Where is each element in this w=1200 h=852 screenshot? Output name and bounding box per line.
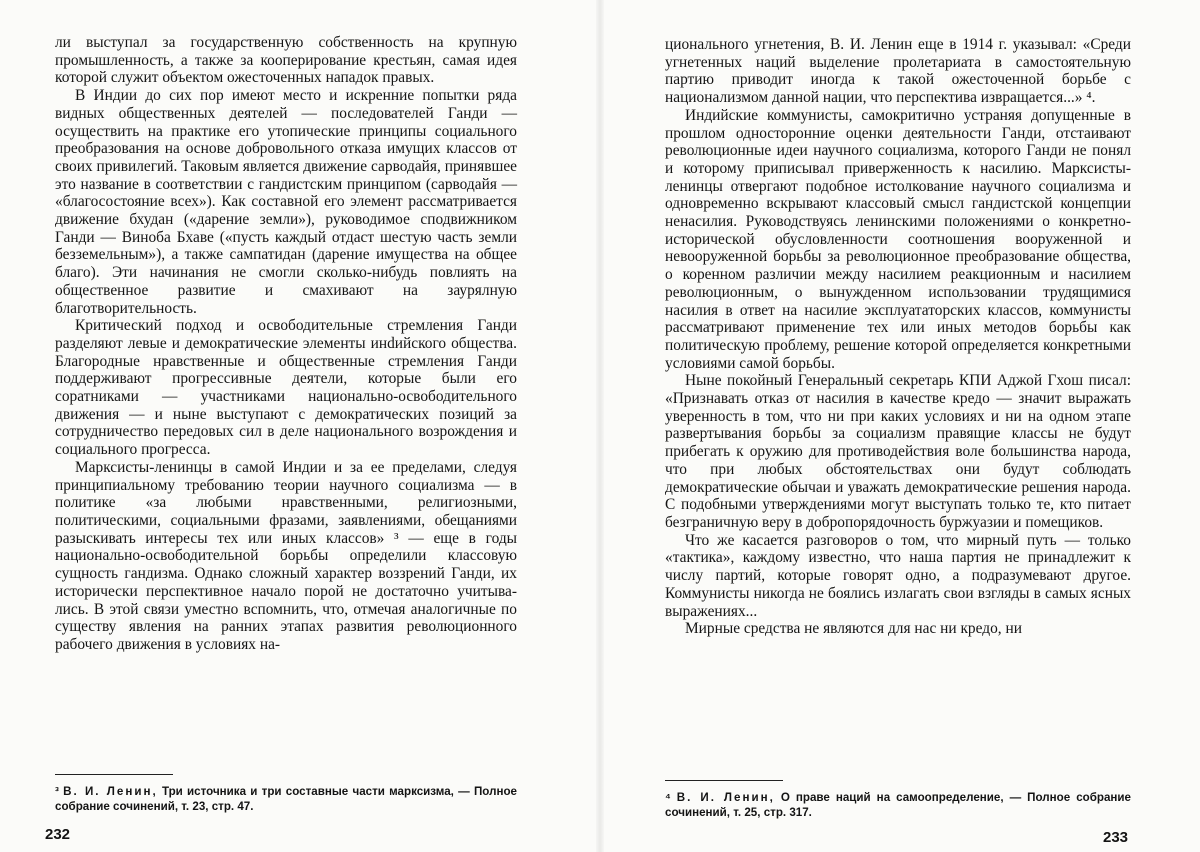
paragraph: ли выступал за государственную собственность на крупную промышленность, а также за кооперирование крестьян, самая идея которой служит объектом ожесточенных нападок правых.	[55, 34, 517, 87]
footnote-rule	[55, 774, 173, 775]
footnote-marker: ⁴	[665, 791, 671, 804]
paragraph: Мирные средства не являются для нас ни кредо, ни	[685, 620, 1022, 638]
page-number: 232	[45, 826, 71, 843]
footnote-rule	[665, 780, 783, 781]
right-page-body	[665, 36, 1131, 638]
footnote	[665, 790, 1131, 820]
footnote-marker: ³	[55, 785, 59, 798]
paragraph: Индийские коммунисты, самокритично устраняя допущенные в прошлом односторонние оценки деятельности Ганди, отстаивают революционные идеи научного социализма, которого Ганди не понял и которому приписывал приверженность к насилию. Марксисты-ленинцы отвергают подобное истолкование научного социализма и одновременно вскрывают классовый смысл гандистской концепции ненасилия. Руководствуясь ленинскими положениями о конкретно-исторической обусловленности соотношения вооруженной и невооруженной борьбы за революционное преобразование общества, о коренном различии между насилием реакционным и насилием революционным, о вынужденном использовании трудящимися насилия в ответ на насилие эксплуататорских классов, коммунисты рассматривают применение тех или иных методов борьбы как политическую проблему, решение которой определяется конкретными условиями самой борьбы.	[665, 106, 1131, 372]
footnote-text: Три источника и три составные части марксизма, — Полное собрание сочинений, т. 23, стр. 47.	[55, 785, 517, 813]
page-number: 233	[1103, 829, 1129, 846]
footnote-text: О праве наций на самоопределение, — Полное собрание сочинений, т. 25, стр. 317.	[665, 791, 1131, 819]
paragraph: Ныне покойный Генеральный секретарь КПИ Аджой Гхош писал: «Признавать отказ от насилия в качестве кредо — значит выражать уверенность в том, что ни при каких условиях и ни на одном этапе развертывания борьбы за социализм правящие классы не будут прибегать к оружию для противодействия воле большинства народа, что при любых обстоятельствах они будут соблюдать демократические обычаи и уважать демократические решения народа. С подобными утверждениями могут выступать только те, кто питает безграничную веру в добропорядочность буржуазии и помещиков.	[665, 372, 1131, 531]
footnote-author: В. И. Ленин,	[676, 791, 775, 804]
footnote	[55, 784, 517, 814]
paragraph: ционального угнетения, В. И. Ленин еще в 1914 г. указывал: «Среди угнетенных наций выделение пролетариата в самостоятельную партию приводит иногда к такой ожесточенной борьбе с национализмом данной нации, что перспектива извращается...» ⁴.	[665, 36, 1131, 107]
left-page-body	[55, 34, 517, 654]
right-page	[600, 0, 1200, 852]
footnote-author: В. И. Ленин,	[63, 785, 158, 798]
paragraph: В Индии до сих пор имеют место и искренние попытки ряда видных общественных деятелей — последователей Ганди — осуществить на практике его утопические принципы социального преобразования на основе добровольного отказа имущих классов от своих привилегий. Таковым является движение сарводайя, принявшее это название в соответствии с гандистским принципом (сарводайя — «благосостояние всех»). Как составной его элемент рассматривается движение бхудан («дарение земли»), руководимое сподвижником Ганди — Виноба Бхаве («пусть каждый отдаст шестую часть земли безземельным»), а также сампатидан (дарение имущества на общее благо). Эти начинания не смогли сколько-нибудь повлиять на общественное развитие и смахивают на заурялную благотворительность.	[55, 87, 517, 317]
paragraph: Что же касается разговоров о том, что мирный путь — только «тактика», каждому известно, что наша партия не принадлежит к числу партий, которые говорят одно, а подразумевают другое. Коммунисты никогда не боялись излагать свои взгляды в самых ясных выражениях...	[665, 531, 1131, 620]
paragraph: Марксисты-ленинцы в самой Индии и за ее пределами, следуя принципиальному требованию теории научного социализма — в политике «за любыми нравственными, религиозными, политическими, социальными фразами, заявлениями, обещаниями разыскивать интересы тех или иных классов» ³ — еще в годы национально-освободительной борьбы определили классовую сущность гандизма. Однако сложный характер воззрений Ганди, их исторически перспективное начало порой не достаточно учитывались. В этой связи уместно вспомнить, что, отмечая аналогичные по существу явления на ранних этапах развития революционного рабочего движения в условиях на-	[55, 458, 517, 653]
paragraph: Критический подход и освободительные стремления Ганди разделяют левые и демократические элементы инdийского общества. Благородные нравственные и общественные стремления Ганди поддерживают прогрессивные деятели, которые были его соратниками — участниками национально-освободительного движения — и ныне выступают с демократических позиций за сотрудничество передовых сил в деле национального возрождения и социального прогресса.	[55, 317, 517, 459]
